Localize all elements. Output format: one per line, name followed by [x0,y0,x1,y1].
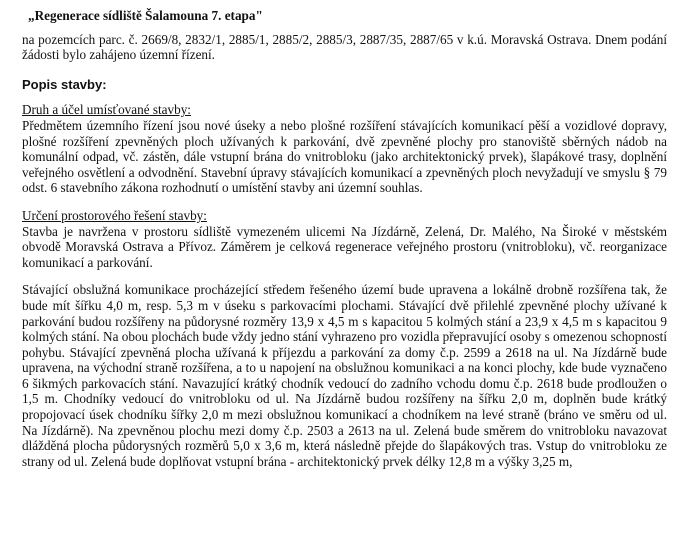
subsection-type-purpose [22,102,667,196]
paragraph: Stavba je navržena v prostoru sídliště vymezeném ulicemi Na Jízdárně, Zelená, Dr. Malého, Na Široké v městském obvodě Moravská Ostrava a Přívoz. Záměrem je celková regenerace veřejného prostoru (vnitrobloku), vč. reorganizace komunikací a parkování. [22,223,667,270]
paragraph: Stávající obslužná komunikace procházející středem řešeného území bude upravena a lokálně drobně rozšířena tak, že bude mít šířku 4,0 m, resp. 5,3 m v úseku s parkovacími plochami. Stávající dvě přilehlé zpevněné plochy užívané k parkování budou rozšířeny na půdorysné rozměry 13,9 x 4,5 m s kapacitou 5 kolmých stání a 23,9 x 4,5 m s kapacitou 9 kolmých stání. Na obou plochách bude vždy jedno stání vyhrazeno pro vozidla přepravující osoby s omezenou schopností pohybu. Stávající zpevněná plocha užívaná k příjezdu a parkování za domy č.p. 2599 a 2618 na ul. Na Jízdárně bude upravena, na východní straně rozšířena, a to u napojení na obslužnou komunikaci a na konci plochy, kde bude vyznačeno 6 šikmých parkovacích stání. Navazující krátký chodník vedoucí do zadního vchodu domu č.p. 2618 bude prodloužen o 1,5 m. Chodníky vedoucí do vnitrobloku od ul. Na Jízdárně budou rozšířeny na šířku 2,0 m, doplněn bude krátký propojovací úsek chodníku šířky 2,0 m mezi obslužnou komunikací a chodníkem na levé straně (bráno ve směru od ul. Na Jízdárně). Na zpevněnou plochu mezi domy č.p. 2503 a 2613 na ul. Zelená bude směrem do vnitrobloku navazovat dlážděná plocha půdorysných rozměrů 5,0 x 3,6 m, která následně přejde do šlapákových tras. Vstup do vnitrobloku ze strany od ul. Zelená bude doplňovat vstupní brána - architektonický prvek délky 12,8 m a výšky 3,25 m, [22,282,667,469]
paragraph: Předmětem územního řízení jsou nové úseky a nebo plošné rozšíření stávajících komunikací pěší a vozidlové dopravy, plošné rozšíření zpevněných ploch užívaných k parkování, dvě zpevněné plochy pro stanoviště sběrných nádob na komunální odpad, vč. zástěn, dále vstupní brána do vnitrobloku (jako architektonický prvek), šlapákové trasy, doplnění veřejného osvětlení a odvodnění. Stavební úpravy stávajících komunikací a zpevněných ploch nevyžadují ve smyslu § 79 odst. 6 stavebního zákona rozhodnutí o umístění stavby ani územní souhlas. [22,117,667,196]
document-title: „Regenerace sídliště Šalamouna 7. etapa" [28,8,263,23]
subsection-spatial-solution [22,208,667,470]
intro-paragraph: na pozemcích parc. č. 2669/8, 2832/1, 2885/1, 2885/2, 2885/3, 2887/35, 2887/65 v k.ú. Moravská Ostrava. Dnem podání žádosti bylo zahájeno územní řízení. [22,31,667,63]
section-title: Popis stavby: [22,76,107,92]
subsection-heading: Určení prostorového řešení stavby: [22,207,207,223]
subsection-heading: Druh a účel umísťované stavby: [22,102,191,118]
paragraph-spacer [22,270,667,282]
